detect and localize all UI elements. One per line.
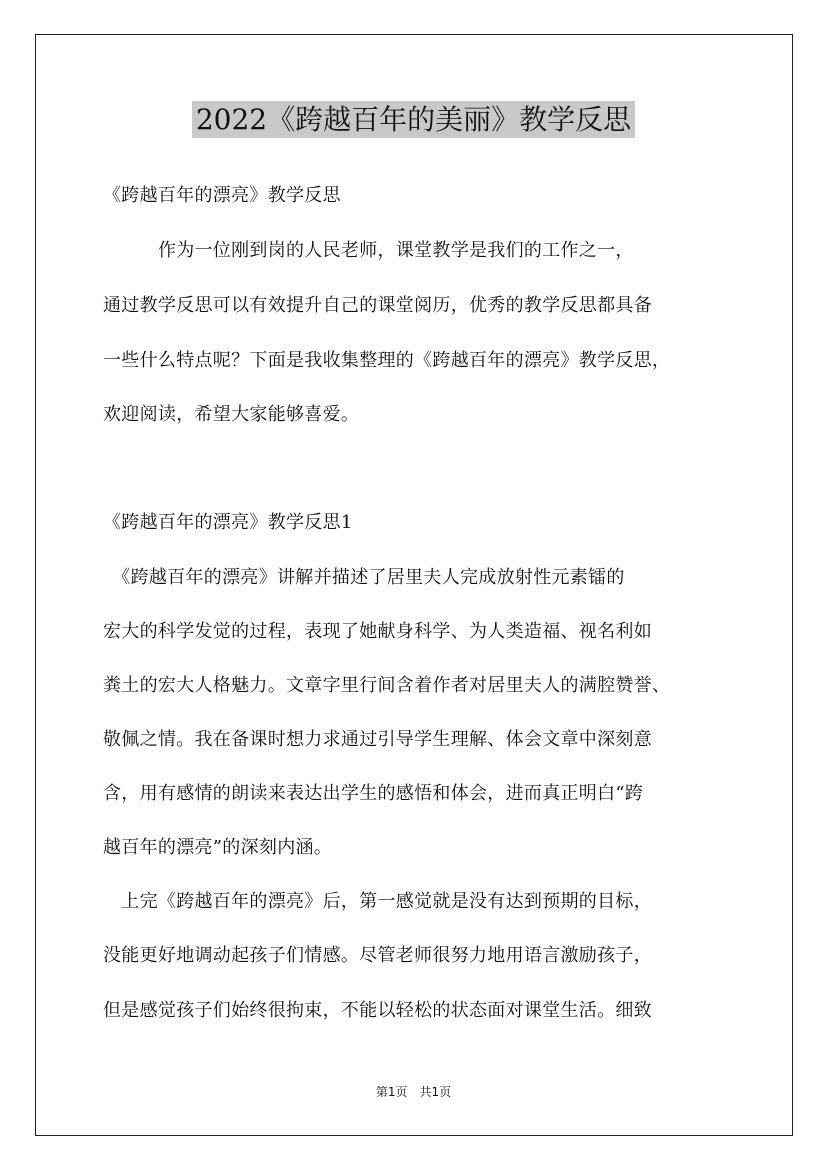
text-line: 《跨越百年的漂亮》讲解并描述了居里夫人完成放射性元素镭的 [103, 567, 625, 588]
text-line: 越百年的漂亮”的深刻内涵。 [103, 837, 333, 858]
text-line: 《跨越百年的漂亮》教学反思 [103, 185, 341, 206]
text-line: 粪土的宏大人格魅力。文章字里行间含着作者对居里夫人的满腔赞誉、 [103, 675, 671, 696]
text-line: 一些什么特点呢？下面是我收集整理的《跨越百年的漂亮》教学反思， [103, 350, 671, 371]
document-title: 2022《跨越百年的美丽》教学反思 [192, 101, 635, 138]
text-line: 宏大的科学发觉的过程，表现了她献身科学、为人类造福、视名利如 [103, 621, 652, 642]
text-line: 敬佩之情。我在备课时想力求通过引导学生理解、体会文章中深刻意 [103, 729, 652, 750]
text-line: 作为一位刚到岗的人民老师，课堂教学是我们的工作之一， [103, 240, 634, 261]
document-title-wrapper [0, 98, 827, 138]
text-line: 通过教学反思可以有效提升自己的课堂阅历，优秀的教学反思都具备 [103, 295, 652, 316]
page-footer: 第1页 共1页 [375, 1085, 452, 1099]
section-heading: 《跨越百年的漂亮》教学反思1 [103, 512, 353, 533]
text-line: 含，用有感情的朗读来表达出学生的感悟和体会，进而真正明白“跨 [103, 783, 644, 804]
text-line: 上完《跨越百年的漂亮》后，第一感觉就是没有达到预期的目标， [103, 891, 652, 912]
text-line: 没能更好地调动起孩子们情感。尽管老师很努力地用语言激励孩子， [103, 945, 652, 966]
text-line: 但是感觉孩子们始终很拘束，不能以轻松的状态面对课堂生活。细致 [103, 1000, 652, 1021]
text-line: 欢迎阅读，希望大家能够喜爱。 [103, 404, 360, 425]
